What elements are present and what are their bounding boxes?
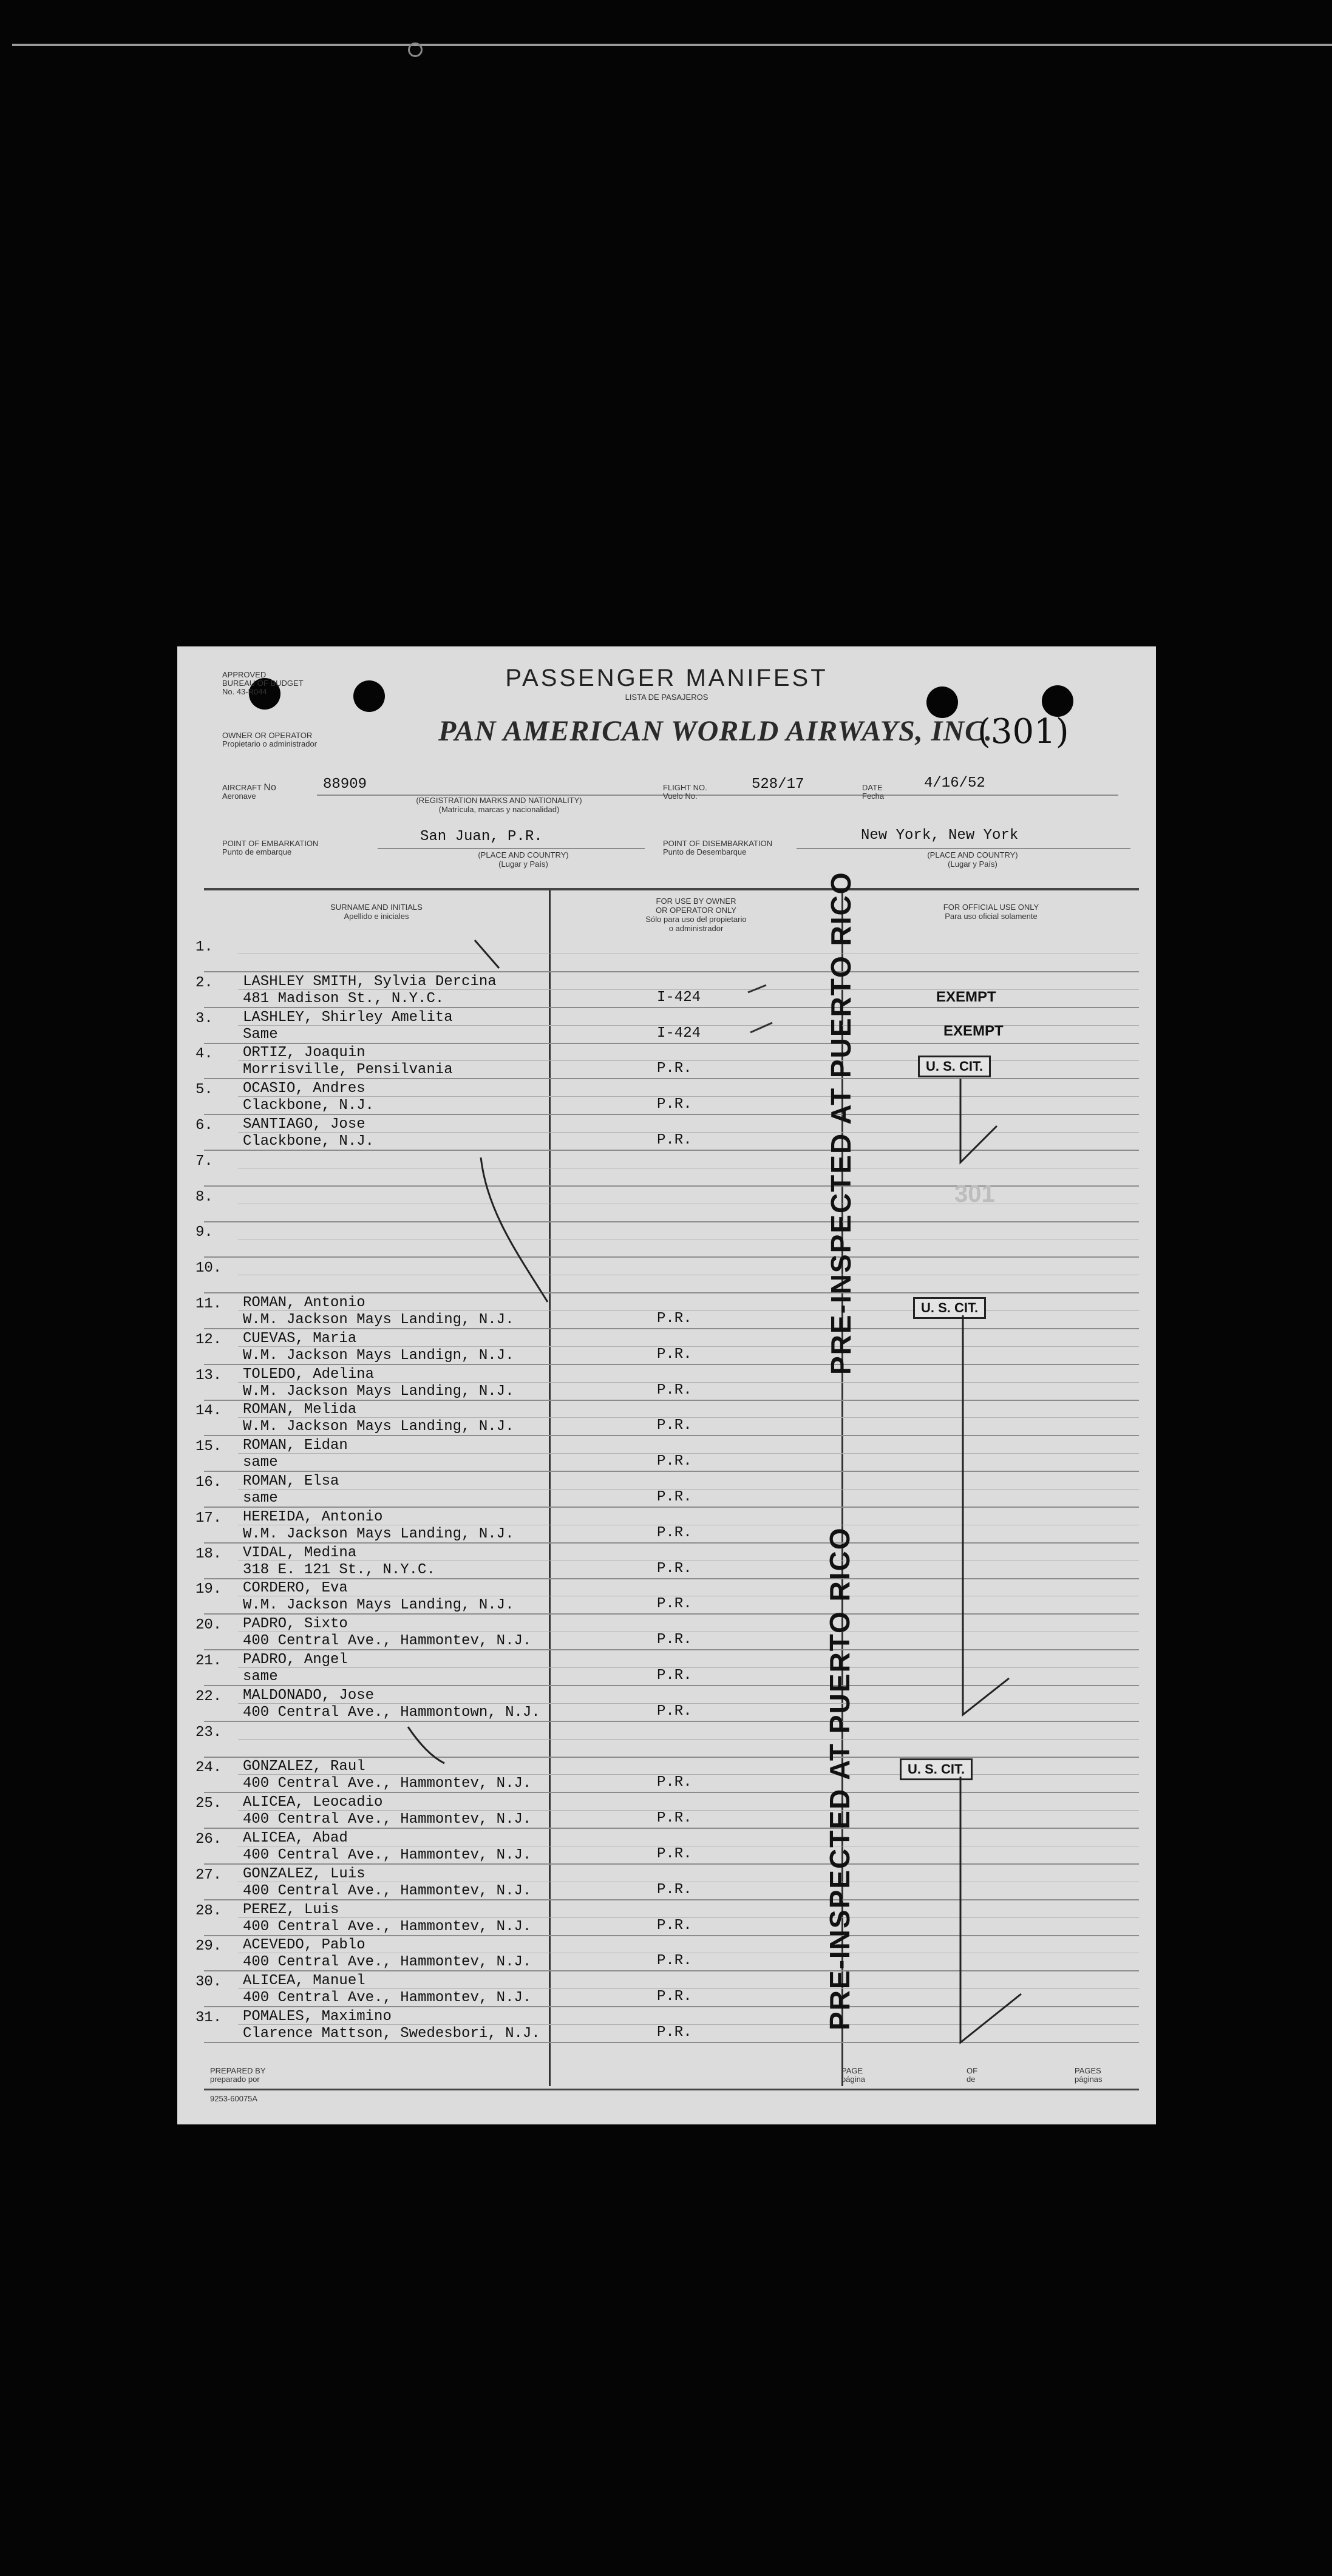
page-label-es: página: [841, 2075, 866, 2084]
row-number: 5.: [195, 1082, 213, 1098]
passenger-name: POMALES, Maximino: [243, 2008, 392, 2025]
owner-use-code: P.R.: [657, 1310, 692, 1327]
aircraft-value: 88909: [323, 776, 367, 793]
row-number: 1.: [195, 939, 213, 955]
exempt-stamp: EXEMPT: [936, 989, 996, 1005]
row-number: 10.: [195, 1260, 222, 1276]
us-cit-stamp: U. S. CIT.: [913, 1297, 986, 1319]
row-number: 12.: [195, 1332, 222, 1348]
of-label: OF: [967, 2066, 978, 2075]
passenger-address: 400 Central Ave., Hammontev, N.J.: [243, 1847, 532, 1863]
embark-value: San Juan, P.R.: [420, 829, 543, 845]
owner-use-code: P.R.: [657, 1453, 692, 1469]
passenger-address: same: [243, 1490, 278, 1507]
owner-use-code: P.R.: [657, 1596, 692, 1612]
disembark-place-note-es: (Lugar y País): [948, 859, 997, 869]
owner-label-es: Propietario o administrador: [222, 739, 318, 748]
passenger-name: ACEVEDO, Pablo: [243, 1937, 365, 1953]
of-label-block: [967, 2067, 977, 2084]
passenger-address: W.M. Jackson Mays Landing, N.J.: [243, 1418, 514, 1435]
passenger-name: LASHLEY, Shirley Amelita: [243, 1009, 453, 1026]
passenger-name: ROMAN, Antonio: [243, 1295, 365, 1311]
passenger-name: OCASIO, Andres: [243, 1080, 365, 1097]
passenger-name: HEREIDA, Antonio: [243, 1509, 383, 1525]
us-cit-stamp: U. S. CIT.: [900, 1758, 973, 1780]
row-number: 16.: [195, 1474, 222, 1491]
row-number: 21.: [195, 1653, 222, 1669]
owner-use-code: I-424: [657, 989, 701, 1006]
col-header-surname-es: Apellido e iniciales: [344, 912, 409, 921]
approval-line: APPROVED: [222, 670, 267, 679]
passenger-address: same: [243, 1454, 278, 1471]
scan-artifact-dot: [408, 42, 423, 57]
ghost-number-stamp: 301: [954, 1181, 995, 1207]
row-number: 17.: [195, 1510, 222, 1527]
col-header-owner-line: FOR USE BY OWNER: [656, 897, 736, 906]
owner-use-code: P.R.: [657, 1417, 692, 1434]
owner-use-code: P.R.: [657, 1988, 692, 2005]
pencil-stroke: [481, 1158, 548, 1302]
passenger-name: ALICEA, Leocadio: [243, 1794, 383, 1811]
passenger-name: TOLEDO, Adelina: [243, 1366, 375, 1383]
passenger-address: 400 Central Ave., Hammontev, N.J.: [243, 1633, 532, 1649]
check-mark: [750, 1023, 772, 1032]
flight-value: 528/17: [752, 776, 804, 793]
aircraft-no-label: No: [263, 782, 276, 793]
passenger-name: SANTIAGO, Jose: [243, 1116, 365, 1133]
handwritten-number: (301): [977, 712, 1069, 751]
row-number: 3.: [195, 1011, 213, 1027]
row-number: 24.: [195, 1760, 222, 1776]
owner-use-code: P.R.: [657, 1882, 692, 1898]
passenger-address: 400 Central Ave., Hammontev, N.J.: [243, 1990, 532, 2006]
row-number: 2.: [195, 975, 213, 991]
row-number: 26.: [195, 1831, 222, 1848]
col-header-owner-es-line: o administrador: [668, 924, 724, 933]
row-number: 23.: [195, 1724, 222, 1741]
row-number: 31.: [195, 2010, 222, 2026]
disembark-label: POINT OF DISEMBARKATION: [663, 839, 773, 848]
owner-use-code: P.R.: [657, 1667, 692, 1684]
passenger-address: 400 Central Ave., Hammontown, N.J.: [243, 1704, 540, 1721]
passenger-address: Clackbone, N.J.: [243, 1133, 375, 1150]
passenger-address: Clarence Mattson, Swedesbori, N.J.: [243, 2025, 540, 2042]
preinspected-stamp: PRE-INSPECTED AT PUERTO RICO: [825, 871, 857, 1375]
owner-use-code: P.R.: [657, 1525, 692, 1541]
passenger-name: LASHLEY SMITH, Sylvia Dercina: [243, 974, 497, 990]
passenger-name: ROMAN, Melida: [243, 1402, 357, 1418]
check-mark: [963, 1315, 1009, 1715]
pencil-stroke: [408, 1727, 444, 1763]
pencil-stroke: [475, 940, 499, 968]
row-number: 7.: [195, 1153, 213, 1170]
us-cit-stamp: U. S. CIT.: [918, 1056, 991, 1077]
passenger-address: W.M. Jackson Mays Landing, N.J.: [243, 1383, 514, 1400]
passenger-address: W.M. Jackson Mays Landign, N.J.: [243, 1347, 514, 1364]
embark-label-es: Punto de embarque: [222, 847, 292, 856]
passenger-name: ROMAN, Elsa: [243, 1473, 339, 1490]
registration-note-es: (Matrícula, marcas y nacionalidad): [438, 805, 560, 814]
row-number: 4.: [195, 1046, 213, 1062]
passenger-manifest-document: [177, 646, 1156, 2124]
passenger-address: same: [243, 1669, 278, 1685]
flight-label-es: Vuelo No.: [663, 791, 698, 801]
disembark-place-note-en: (PLACE AND COUNTRY): [927, 850, 1018, 859]
passenger-address: 481 Madison St., N.Y.C.: [243, 991, 444, 1007]
passenger-address: Morrisville, Pensilvania: [243, 1062, 453, 1078]
owner-use-code: I-424: [657, 1025, 701, 1042]
of-label-es: de: [967, 2075, 976, 2084]
row-number: 22.: [195, 1689, 222, 1705]
check-mark: [748, 985, 766, 992]
owner-use-code: P.R.: [657, 1096, 692, 1113]
passenger-address: Clackbone, N.J.: [243, 1097, 375, 1114]
row-number: 19.: [195, 1581, 222, 1598]
passenger-address: W.M. Jackson Mays Landing, N.J.: [243, 1526, 514, 1542]
owner-use-code: P.R.: [657, 1810, 692, 1826]
row-number: 11.: [195, 1296, 222, 1312]
row-number: 25.: [195, 1795, 222, 1812]
exempt-stamp: EXEMPT: [943, 1023, 1004, 1039]
aircraft-label-es: Aeronave: [222, 791, 256, 801]
passenger-address: 400 Central Ave., Hammontev, N.J.: [243, 1883, 532, 1899]
embark-label: POINT OF EMBARKATION: [222, 839, 319, 848]
pencil-marks: [177, 646, 1156, 2124]
passenger-address: 400 Central Ave., Hammontev, N.J.: [243, 1954, 532, 1970]
passenger-name: CORDERO, Eva: [243, 1580, 348, 1596]
owner-use-code: P.R.: [657, 1346, 692, 1363]
check-mark: [960, 1777, 1021, 2042]
owner-use-code: P.R.: [657, 1561, 692, 1577]
date-label-es: Fecha: [862, 791, 885, 801]
form-title-es: LISTA DE PASAJEROS: [625, 693, 708, 702]
date-value: 4/16/52: [924, 775, 985, 791]
row-number: 27.: [195, 1867, 222, 1883]
flight-label: FLIGHT NO.: [663, 783, 707, 792]
embark-place-note-en: (PLACE AND COUNTRY): [478, 850, 569, 859]
passenger-address: 400 Central Ave., Hammontev, N.J.: [243, 1919, 532, 1935]
date-label: DATE: [862, 783, 883, 792]
row-number: 8.: [195, 1189, 213, 1205]
row-number: 18.: [195, 1546, 222, 1562]
passenger-name: MALDONADO, Jose: [243, 1687, 375, 1704]
approval-line: BUREAU OF BUDGET: [222, 679, 304, 688]
passenger-name: GONZALEZ, Raul: [243, 1758, 365, 1775]
pages-label-es: páginas: [1075, 2075, 1103, 2084]
owner-use-code: P.R.: [657, 1917, 692, 1934]
row-number: 28.: [195, 1903, 222, 1919]
col-header-surname-en: SURNAME AND INITIALS: [330, 903, 423, 912]
row-number: 29.: [195, 1938, 222, 1954]
form-title: PASSENGER MANIFEST: [505, 665, 828, 691]
passenger-name: PEREZ, Luis: [243, 1902, 339, 1918]
passenger-name: CUEVAS, Maria: [243, 1330, 357, 1347]
prepared-by-block: [210, 2067, 266, 2084]
page-label: PAGE: [841, 2066, 863, 2075]
col-header-official-es: Para uso oficial solamente: [945, 912, 1038, 921]
embark-place-note-es: (Lugar y País): [498, 859, 548, 869]
passenger-address: 400 Central Ave., Hammontev, N.J.: [243, 1775, 532, 1792]
top-border-line: [12, 44, 1332, 46]
form-number: 9253-60075A: [210, 2094, 258, 2103]
disembark-label-es: Punto de Desembarque: [663, 847, 747, 856]
passenger-name: GONZALEZ, Luis: [243, 1866, 365, 1882]
row-number: 6.: [195, 1117, 213, 1134]
col-header-owner-line: OR OPERATOR ONLY: [656, 906, 736, 915]
passenger-address: W.M. Jackson Mays Landing, N.J.: [243, 1597, 514, 1613]
passenger-name: ALICEA, Manuel: [243, 1973, 365, 1989]
passenger-name: VIDAL, Medina: [243, 1545, 357, 1561]
passenger-address: Same: [243, 1026, 278, 1043]
owner-use-code: P.R.: [657, 1632, 692, 1648]
row-number: 30.: [195, 1974, 222, 1990]
preinspected-stamp: PRE-INSPECTED AT PUERTO RICO: [824, 1527, 855, 2030]
passenger-name: PADRO, Sixto: [243, 1616, 348, 1632]
row-number: 13.: [195, 1368, 222, 1384]
row-number: 15.: [195, 1439, 222, 1455]
passenger-name: ROMAN, Eidan: [243, 1437, 348, 1454]
owner-use-code: P.R.: [657, 1846, 692, 1862]
pages-label-block: [1075, 2067, 1103, 2084]
owner-label: OWNER OR OPERATOR: [222, 731, 313, 740]
page-label-block: [841, 2067, 865, 2084]
col-header-owner-es-line: Sólo para uso del propietario: [645, 915, 747, 924]
owner-use-code: P.R.: [657, 1132, 692, 1148]
owner-use-code: P.R.: [657, 1703, 692, 1720]
passenger-address: W.M. Jackson Mays Landing, N.J.: [243, 1312, 514, 1328]
col-header-official-en: FOR OFFICIAL USE ONLY: [943, 903, 1039, 912]
registration-note-en: (REGISTRATION MARKS AND NATIONALITY): [416, 796, 582, 805]
owner-use-code: P.R.: [657, 2024, 692, 2041]
passenger-name: ORTIZ, Joaquin: [243, 1045, 365, 1061]
owner-use-code: P.R.: [657, 1382, 692, 1398]
check-mark: [960, 1079, 997, 1162]
owner-use-code: P.R.: [657, 1774, 692, 1791]
disembark-value: New York, New York: [861, 827, 1019, 844]
aircraft-label: AIRCRAFT: [222, 783, 262, 792]
passenger-name: ALICEA, Abad: [243, 1830, 348, 1846]
row-number: 20.: [195, 1617, 222, 1633]
pages-label: PAGES: [1075, 2066, 1101, 2075]
owner-use-code: P.R.: [657, 1489, 692, 1505]
prepared-by-label-es: preparado por: [210, 2075, 260, 2084]
company-name: PAN AMERICAN WORLD AIRWAYS, INC.: [438, 715, 993, 747]
table-bottom-rule: [204, 2089, 1139, 2090]
passenger-address: 400 Central Ave., Hammontev, N.J.: [243, 1811, 532, 1828]
passenger-address: 318 E. 121 St., N.Y.C.: [243, 1562, 435, 1578]
owner-use-code: P.R.: [657, 1953, 692, 1969]
row-number: 14.: [195, 1403, 222, 1419]
row-number: 9.: [195, 1224, 213, 1241]
prepared-by-label: PREPARED BY: [210, 2066, 266, 2075]
owner-use-code: P.R.: [657, 1060, 692, 1077]
approval-line: No. 43-R044: [222, 687, 267, 696]
passenger-name: PADRO, Angel: [243, 1652, 348, 1668]
